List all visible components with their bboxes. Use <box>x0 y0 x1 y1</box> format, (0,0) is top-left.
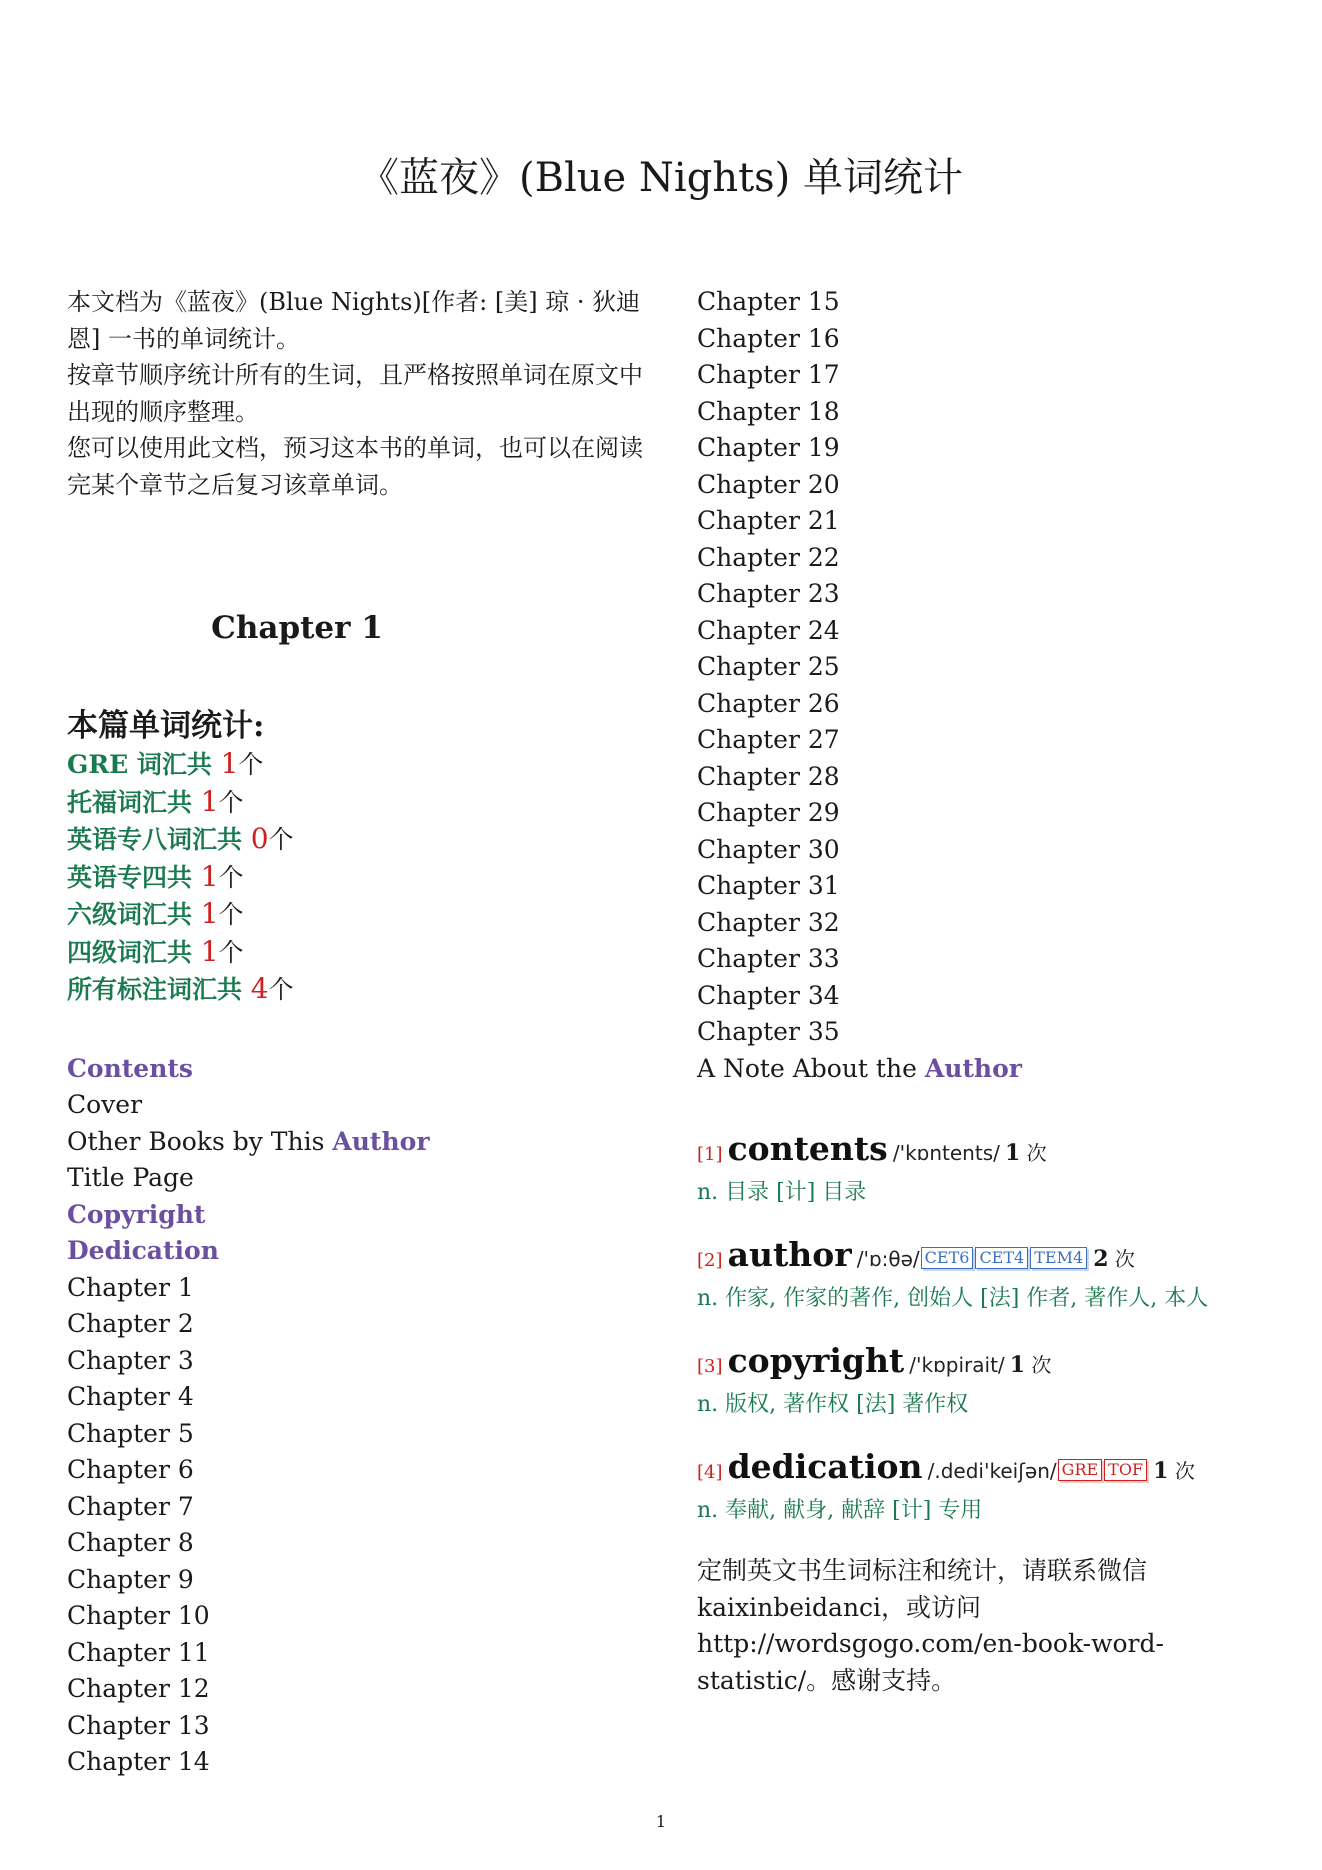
vocab-count <box>1093 1247 1135 1271</box>
vocab-word: contents <box>727 1129 888 1168</box>
stats-title: 本篇单词统计: <box>67 708 265 744</box>
intro-paragraph: 本文档为《蓝夜》(Blue Nights)[作者: [美] 琼 · 狄迪恩] 一书的单词统计。 <box>67 288 641 353</box>
stat-count: 1 <box>200 897 219 930</box>
stat-unit: 个 <box>238 750 264 779</box>
toc-dedication-link[interactable]: Dedication <box>67 1236 219 1265</box>
vocab-phonetic: /.dedi'keiʃən/ <box>927 1459 1057 1483</box>
left-column <box>67 284 647 1781</box>
toc-chapter-link[interactable]: Chapter 21 <box>697 506 840 535</box>
vocab-tag: TEM4 <box>1030 1247 1087 1269</box>
vocab-entry <box>697 1235 1287 1315</box>
stat-unit: 个 <box>268 825 294 854</box>
vocab-entry-head <box>697 1447 1287 1493</box>
stat-row <box>67 896 647 934</box>
toc-note-about-author-link[interactable] <box>697 1051 1287 1088</box>
vocab-entry <box>697 1129 1287 1209</box>
toc-chapter-link[interactable]: Chapter 15 <box>697 287 840 316</box>
toc-chapter-link[interactable]: Chapter 1 <box>67 1272 194 1302</box>
vocab-tag: CET4 <box>975 1247 1028 1269</box>
vocab-definition: n. 作家, 作家的著作, 创始人 [法] 作者, 著作人, 本人 <box>697 1286 1209 1311</box>
vocab-entry <box>697 1447 1287 1527</box>
page-title: 《蓝夜》(Blue Nights) 单词统计 <box>358 155 964 201</box>
vocab-word: dedication <box>727 1447 923 1486</box>
vocab-definition: n. 目录 [计] 目录 <box>697 1180 867 1205</box>
stat-row <box>67 971 647 1009</box>
stat-label: 所有标注词汇共 <box>67 975 251 1004</box>
toc-other-books-highlight: Author <box>332 1126 430 1156</box>
toc-chapter-link[interactable]: Chapter 17 <box>697 360 840 389</box>
vocab-count-unit: 次 <box>1025 1353 1052 1377</box>
toc-other-books-link[interactable] <box>67 1124 647 1161</box>
vocab-entry <box>697 1341 1287 1421</box>
toc-chapter-link[interactable]: Chapter 8 <box>67 1528 194 1557</box>
toc-chapter-link[interactable]: Chapter 23 <box>697 579 840 608</box>
stat-unit: 个 <box>218 937 244 967</box>
stat-count: 1 <box>200 859 219 893</box>
toc-chapter-link[interactable]: Chapter 30 <box>697 834 840 864</box>
vocab-count-unit: 次 <box>1020 1141 1047 1165</box>
toc-chapter-link[interactable]: Chapter 34 <box>697 980 840 1010</box>
vocab-index: [4] <box>697 1462 723 1483</box>
intro-paragraph: 按章节顺序统计所有的生词，且严格按照单词在原文中出现的顺序整理。 <box>67 361 643 426</box>
vocab-index: [2] <box>697 1250 723 1271</box>
toc-chapter-link[interactable]: Chapter 24 <box>697 615 840 645</box>
toc-chapter-link[interactable]: Chapter 11 <box>67 1637 210 1667</box>
stat-label: 英语专八词汇共 <box>67 825 251 854</box>
stat-count: 0 <box>250 822 269 855</box>
toc-chapter-link[interactable]: Chapter 18 <box>697 396 840 426</box>
toc-chapter-link[interactable]: Chapter 6 <box>67 1455 194 1484</box>
vocab-list <box>697 1129 1287 1527</box>
toc-chapter-link[interactable]: Chapter 10 <box>67 1601 210 1630</box>
vocab-entry-head <box>697 1129 1287 1175</box>
stat-row <box>67 784 647 822</box>
toc-note-text: A Note About the <box>697 1053 925 1083</box>
toc-chapter-link[interactable]: Chapter 28 <box>697 761 840 791</box>
stat-count: 1 <box>200 934 219 968</box>
vocab-count-number: 1 <box>1153 1458 1169 1484</box>
stat-label: 英语专四共 <box>67 862 201 892</box>
toc-chapter-link[interactable]: Chapter 35 <box>697 1017 840 1046</box>
toc-copyright-link[interactable]: Copyright <box>67 1199 206 1229</box>
toc-chapter-link[interactable]: Chapter 2 <box>67 1309 194 1338</box>
stat-row <box>67 859 647 897</box>
toc-chapter-link[interactable]: Chapter 22 <box>697 542 840 572</box>
toc-chapter-link[interactable]: Chapter 16 <box>697 323 840 353</box>
vocab-phonetic: /'ɒ:θə/ <box>856 1247 920 1271</box>
stats-list <box>67 746 647 1009</box>
vocab-tag: GRE <box>1058 1459 1103 1481</box>
stat-count: 4 <box>250 972 269 1005</box>
toc-chapter-link[interactable]: Chapter 33 <box>697 944 840 973</box>
toc-chapter-link[interactable]: Chapter 7 <box>67 1491 194 1521</box>
toc-cover-link[interactable]: Cover <box>67 1090 143 1119</box>
toc-other-books-text: Other Books by This <box>67 1126 333 1156</box>
stat-label: GRE 词汇共 <box>67 750 221 779</box>
toc-chapter-link[interactable]: Chapter 14 <box>67 1747 210 1776</box>
toc-chapter-link[interactable]: Chapter 29 <box>697 798 840 827</box>
right-column <box>697 284 1287 1699</box>
vocab-count-number: 1 <box>1004 1140 1021 1166</box>
stat-count: 1 <box>220 747 239 780</box>
vocab-count <box>1010 1353 1052 1377</box>
intro-text <box>67 284 647 503</box>
toc-chapter-link[interactable]: Chapter 32 <box>697 907 840 937</box>
vocab-phonetic: /'kɒpirait/ <box>909 1353 1005 1377</box>
stat-row <box>67 821 647 859</box>
toc-chapter-link[interactable]: Chapter 13 <box>67 1710 210 1740</box>
stat-unit: 个 <box>218 862 244 892</box>
vocab-count <box>1005 1141 1047 1165</box>
toc-chapter-list <box>67 1270 647 1781</box>
chapter-heading: Chapter 1 <box>211 610 383 646</box>
toc-chapter-link[interactable]: Chapter 25 <box>697 652 840 681</box>
stat-unit: 个 <box>218 787 244 817</box>
toc-contents-link[interactable]: Contents <box>67 1053 194 1083</box>
intro-paragraph: 您可以使用此文档，预习这本书的单词，也可以在阅读完某个章节之后复习该章单词。 <box>67 434 643 499</box>
vocab-count-unit: 次 <box>1108 1247 1135 1271</box>
toc-chapter-link[interactable]: Chapter 26 <box>697 688 840 718</box>
stat-row <box>67 746 647 784</box>
vocab-tag: CET6 <box>921 1247 974 1269</box>
toc-chapter-list-continued <box>697 284 1287 1051</box>
page-number: 1 <box>655 1812 667 1831</box>
toc-chapter-link[interactable]: Chapter 27 <box>697 725 840 754</box>
toc-title-page-link[interactable]: Title Page <box>67 1163 194 1192</box>
toc-chapter-link[interactable]: Chapter 4 <box>67 1382 194 1411</box>
vocab-definition: n. 奉献, 献身, 献辞 [计] 专用 <box>697 1498 983 1523</box>
vocab-word: copyright <box>727 1341 905 1380</box>
table-of-contents <box>67 1051 647 1781</box>
vocab-phonetic: /'kɒntents/ <box>892 1141 1000 1165</box>
stat-unit: 个 <box>218 900 244 929</box>
vocab-count-unit: 次 <box>1168 1459 1195 1483</box>
vocab-tag: TOF <box>1104 1459 1147 1481</box>
vocab-index: [3] <box>697 1356 723 1377</box>
toc-chapter-link[interactable]: Chapter 3 <box>67 1345 194 1375</box>
vocab-word: author <box>727 1235 852 1274</box>
toc-chapter-link[interactable]: Chapter 12 <box>67 1674 210 1703</box>
stat-row <box>67 934 647 972</box>
vocab-entry-head <box>697 1341 1287 1387</box>
toc-chapter-link[interactable]: Chapter 19 <box>697 433 840 462</box>
footer-note: 定制英文书生词标注和统计，请联系微信 kaixinbeidanci，或访问 http://wordsgogo.com/en-book-word-statistic/。感谢支持。 <box>697 1556 1164 1695</box>
toc-chapter-link[interactable]: Chapter 31 <box>697 871 840 900</box>
stat-unit: 个 <box>268 975 294 1004</box>
vocab-definition: n. 版权, 著作权 [法] 著作权 <box>697 1392 969 1417</box>
toc-chapter-link[interactable]: Chapter 9 <box>67 1564 194 1594</box>
toc-chapter-link[interactable]: Chapter 20 <box>697 469 840 499</box>
vocab-count-number: 1 <box>1009 1352 1026 1378</box>
vocab-count-number: 2 <box>1093 1246 1109 1272</box>
vocab-count <box>1153 1459 1195 1483</box>
stat-count: 1 <box>200 784 219 818</box>
vocab-index: [1] <box>697 1144 723 1165</box>
toc-chapter-link[interactable]: Chapter 5 <box>67 1418 194 1448</box>
vocab-entry-head <box>697 1235 1287 1281</box>
stat-label: 四级词汇共 <box>67 937 201 967</box>
stat-label: 托福词汇共 <box>67 787 201 817</box>
toc-note-highlight: Author <box>924 1053 1022 1083</box>
stat-label: 六级词汇共 <box>67 900 201 929</box>
